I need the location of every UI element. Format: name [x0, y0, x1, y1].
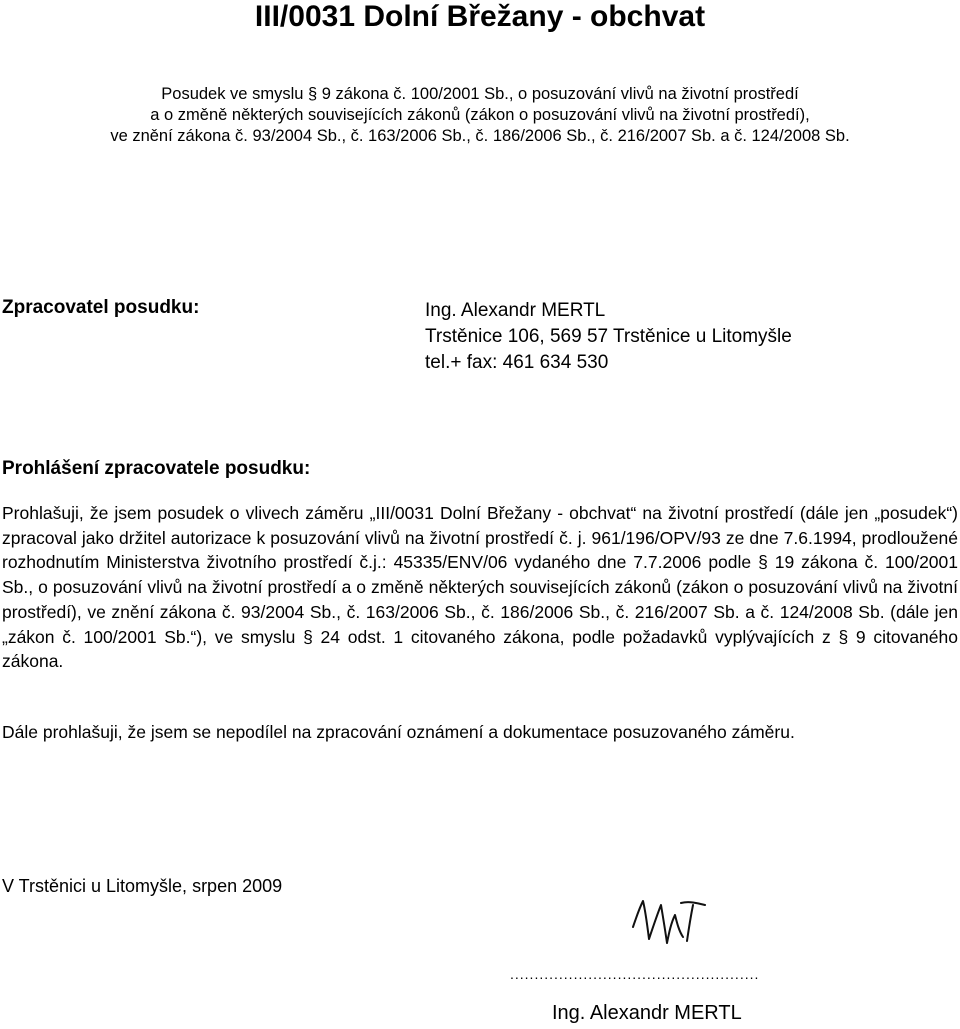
subtitle-line: ve znění zákona č. 93/2004 Sb., č. 163/2006 Sb., č. 186/2006 Sb., č. 216/2007 Sb. a č. 124/2008 Sb. — [110, 127, 850, 145]
declaration-section-label: Prohlášení zpracovatele posudku: — [2, 458, 311, 479]
place-date: V Trstěnici u Litomyšle, srpen 2009 — [2, 876, 283, 896]
author-name: Ing. Alexandr MERTL — [425, 300, 606, 321]
author-section-label: Zpracovatel posudku: — [2, 297, 200, 318]
handwritten-signature — [627, 893, 747, 953]
signatory-name: Ing. Alexandr MERTL — [552, 1002, 742, 1024]
declaration-paragraph: Prohlašuji, že jsem posudek o vlivech záměru „III/0031 Dolní Břežany - obchvat“ na životní prostředí (dále jen „posudek“) zpracoval jako držitel autorizace k posuzování vlivů na životní prostředí č. j. 961/196/OPV/93 ze dne 7.6.1994, prodloužené rozhodnutím Ministerstva životního prostředí č.j.: 45335/ENV/06 vydaného dne 7.7.2006 podle § 19 zákona č. 100/2001 Sb., o posuzování vlivů na životní prostředí a o změně některých souvisejících zákonů (zákon o posuzování vlivů na životní prostředí), ve znění zákona č. 93/2004 Sb., č. 163/2006 Sb., č. 186/2006 Sb., č. 216/2007 Sb. a č. 124/2008 Sb. (dále jen „zákon č. 100/2001 Sb.“), ve smyslu § 24 odst. 1 citovaného zákona, podle požadavků vyplývajících z § 9 citovaného zákona. — [2, 503, 958, 672]
non-participation-paragraph: Dále prohlašuji, že jsem se nepodílel na zpracování oznámení a dokumentace posuzovaného záměru. — [2, 722, 795, 742]
author-block — [425, 298, 792, 376]
subtitle-line: Posudek ve smyslu § 9 zákona č. 100/2001 Sb., o posuzování vlivů na životní prostředí — [161, 85, 799, 103]
author-address: Trstěnice 106, 569 57 Trstěnice u Litomyšle — [425, 326, 792, 347]
author-contact: tel.+ fax: 461 634 530 — [425, 352, 609, 373]
signature-line: ................................................... — [510, 966, 760, 982]
subtitle-line: a o změně některých souvisejících zákonů (zákon o posuzování vlivů na životní prostředí), — [150, 106, 810, 124]
legal-subtitle — [0, 84, 960, 147]
page-title: III/0031 Dolní Břežany - obchvat — [254, 0, 706, 33]
